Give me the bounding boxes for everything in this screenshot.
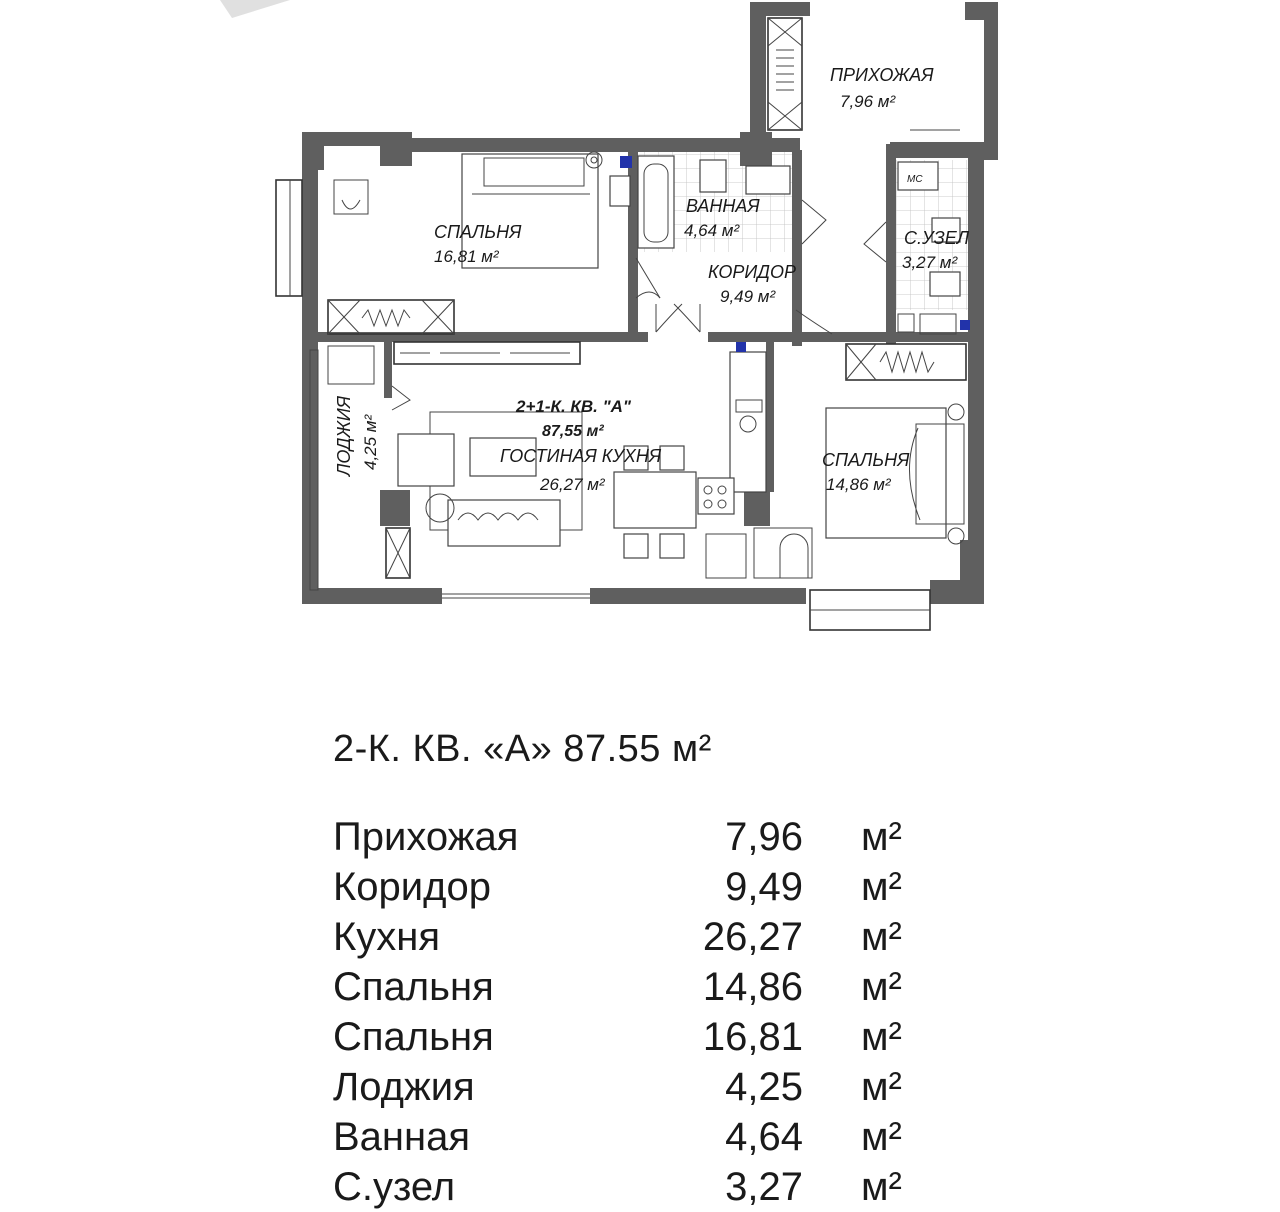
room-unit: м² [861, 1015, 902, 1059]
corridor-name: КОРИДОР [708, 262, 796, 282]
room-name: С.узел [333, 1165, 456, 1209]
mc-label: МС [907, 174, 923, 185]
room-name: Спальня [333, 1015, 494, 1059]
bathroom-area: 4,64 м² [684, 221, 740, 240]
room-name: Прихожая [333, 815, 519, 859]
room-unit: м² [861, 1115, 902, 1159]
bedroom-right-area: 14,86 м² [826, 475, 891, 494]
room-name: Кухня [333, 915, 441, 959]
room-name: Ванная [333, 1115, 471, 1159]
room-unit: м² [861, 1165, 902, 1209]
room-area: 3,27 [725, 1165, 803, 1209]
room-unit: м² [861, 815, 902, 859]
bedroom-left-area: 16,81 м² [434, 247, 499, 266]
room-area: 9,49 [725, 865, 803, 909]
room-area: 4,64 [725, 1115, 803, 1159]
room-area: 7,96 [725, 815, 803, 859]
room-area: 16,81 [702, 1015, 803, 1059]
corridor-area: 9,49 м² [720, 287, 776, 306]
bedroom-left-name: СПАЛЬНЯ [434, 222, 522, 242]
wc-area: 3,27 м² [902, 253, 958, 272]
room-unit: м² [861, 965, 902, 1009]
room-name: Коридор [333, 865, 491, 909]
room-unit: м² [861, 915, 902, 959]
hallway-name: ПРИХОЖАЯ [830, 65, 934, 85]
living-kitchen-name: ГОСТИНАЯ КУХНЯ [500, 446, 662, 466]
bedroom-right-name: СПАЛЬНЯ [822, 450, 910, 470]
summary-title: 2-К. КВ. «А» 87.55 м² [333, 728, 712, 770]
apartment-label: 2+1-К. КВ. "А" [516, 397, 631, 416]
bathroom-name: ВАННАЯ [686, 196, 760, 216]
loggia-area: 4,25 м² [361, 414, 380, 470]
loggia-name: ЛОДЖИЯ [334, 395, 354, 476]
room-area: 4,25 [725, 1065, 803, 1109]
room-area: 26,27 [702, 915, 803, 959]
hallway-area: 7,96 м² [840, 92, 896, 111]
wc-name: С.УЗЕЛ [904, 228, 970, 248]
living-kitchen-area: 26,27 м² [540, 475, 605, 494]
room-unit: м² [861, 1065, 902, 1109]
room-name: Лоджия [333, 1065, 475, 1109]
room-unit: м² [861, 865, 902, 909]
room-name: Спальня [333, 965, 494, 1009]
room-area: 14,86 [702, 965, 803, 1009]
apartment-area: 87,55 м² [542, 423, 604, 440]
